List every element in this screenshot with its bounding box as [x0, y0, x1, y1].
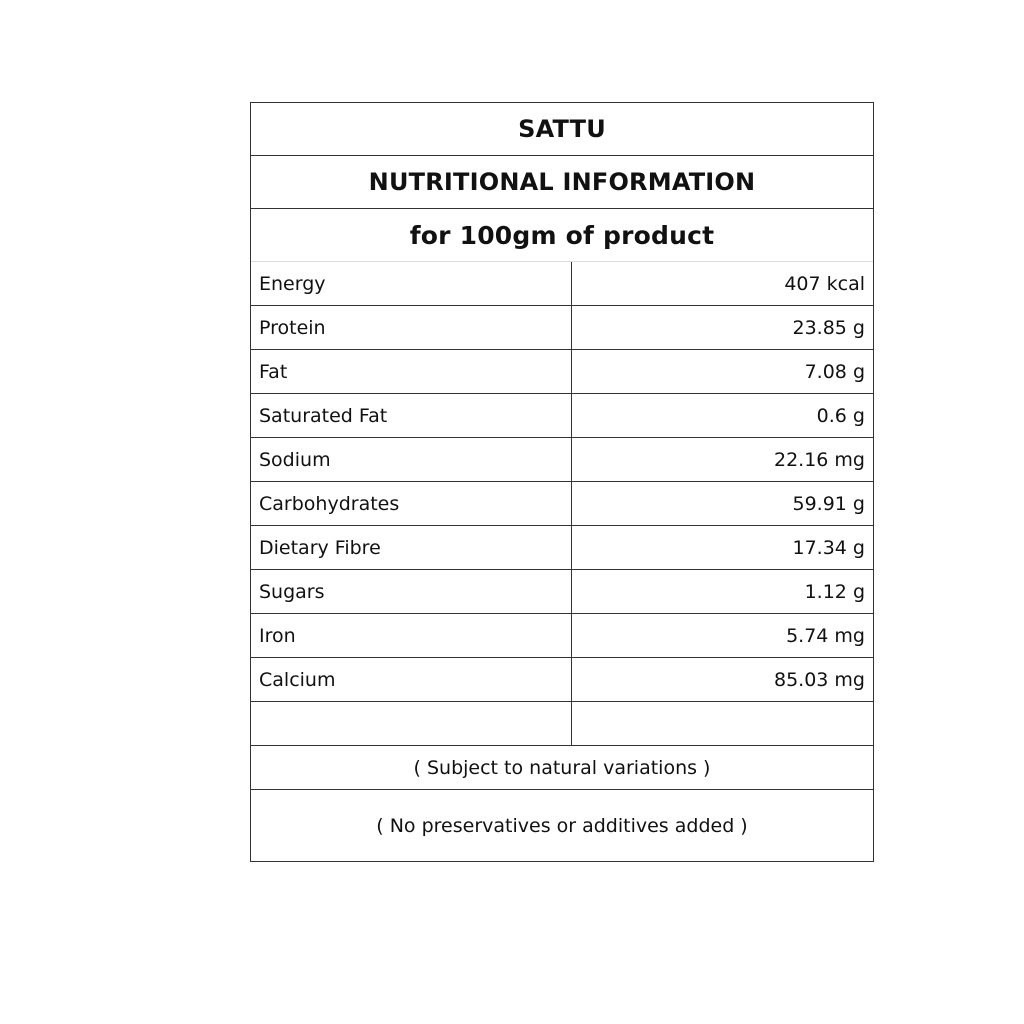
nutrient-name: Carbohydrates	[251, 482, 572, 525]
nutrient-row-saturated-fat	[251, 394, 873, 438]
nutrient-row-sodium	[251, 438, 873, 482]
nutrient-value: 7.08 g	[804, 360, 865, 383]
nutrient-row-iron	[251, 614, 873, 658]
nutrient-name: Protein	[251, 306, 572, 349]
nutrient-row-fat	[251, 350, 873, 394]
nutrient-name: Sodium	[251, 438, 572, 481]
nutrient-value: 85.03 mg	[773, 668, 865, 691]
nutrient-row-calcium	[251, 658, 873, 702]
nutrition-label	[250, 102, 874, 862]
nutrient-row-dietary-fibre	[251, 526, 873, 570]
nutrient-name: Dietary Fibre	[251, 526, 572, 569]
nutrient-name: Calcium	[251, 658, 572, 701]
nutrition-heading: NUTRITIONAL INFORMATION	[251, 156, 873, 209]
nutrient-name: Saturated Fat	[251, 394, 572, 437]
nutrient-value: 59.91 g	[792, 492, 865, 515]
nutrient-value: 1.12 g	[804, 580, 865, 603]
product-name: SATTU	[251, 103, 873, 156]
nutrient-value: 22.16 mg	[773, 448, 865, 471]
nutrient-row-energy	[251, 262, 873, 306]
nutrient-row-carbohydrates	[251, 482, 873, 526]
nutrient-value: 17.34 g	[792, 536, 865, 559]
nutrient-value: 407 kcal	[784, 272, 865, 295]
nutrient-value: 0.6 g	[816, 404, 865, 427]
nutrient-value	[572, 702, 873, 745]
nutrient-name: Energy	[251, 262, 572, 305]
nutrient-row-protein	[251, 306, 873, 350]
nutrient-value: 23.85 g	[792, 316, 865, 339]
serving-size: for 100gm of product	[251, 209, 873, 262]
note-natural-variations: ( Subject to natural variations )	[251, 746, 873, 790]
nutrient-row-empty	[251, 702, 873, 746]
nutrient-name: Sugars	[251, 570, 572, 613]
nutrient-name: Fat	[251, 350, 572, 393]
nutrient-row-sugars	[251, 570, 873, 614]
note-no-preservatives: ( No preservatives or additives added )	[376, 814, 748, 837]
nutrient-name: Iron	[251, 614, 572, 657]
nutrient-value: 5.74 mg	[786, 624, 865, 647]
nutrient-name	[251, 702, 572, 745]
